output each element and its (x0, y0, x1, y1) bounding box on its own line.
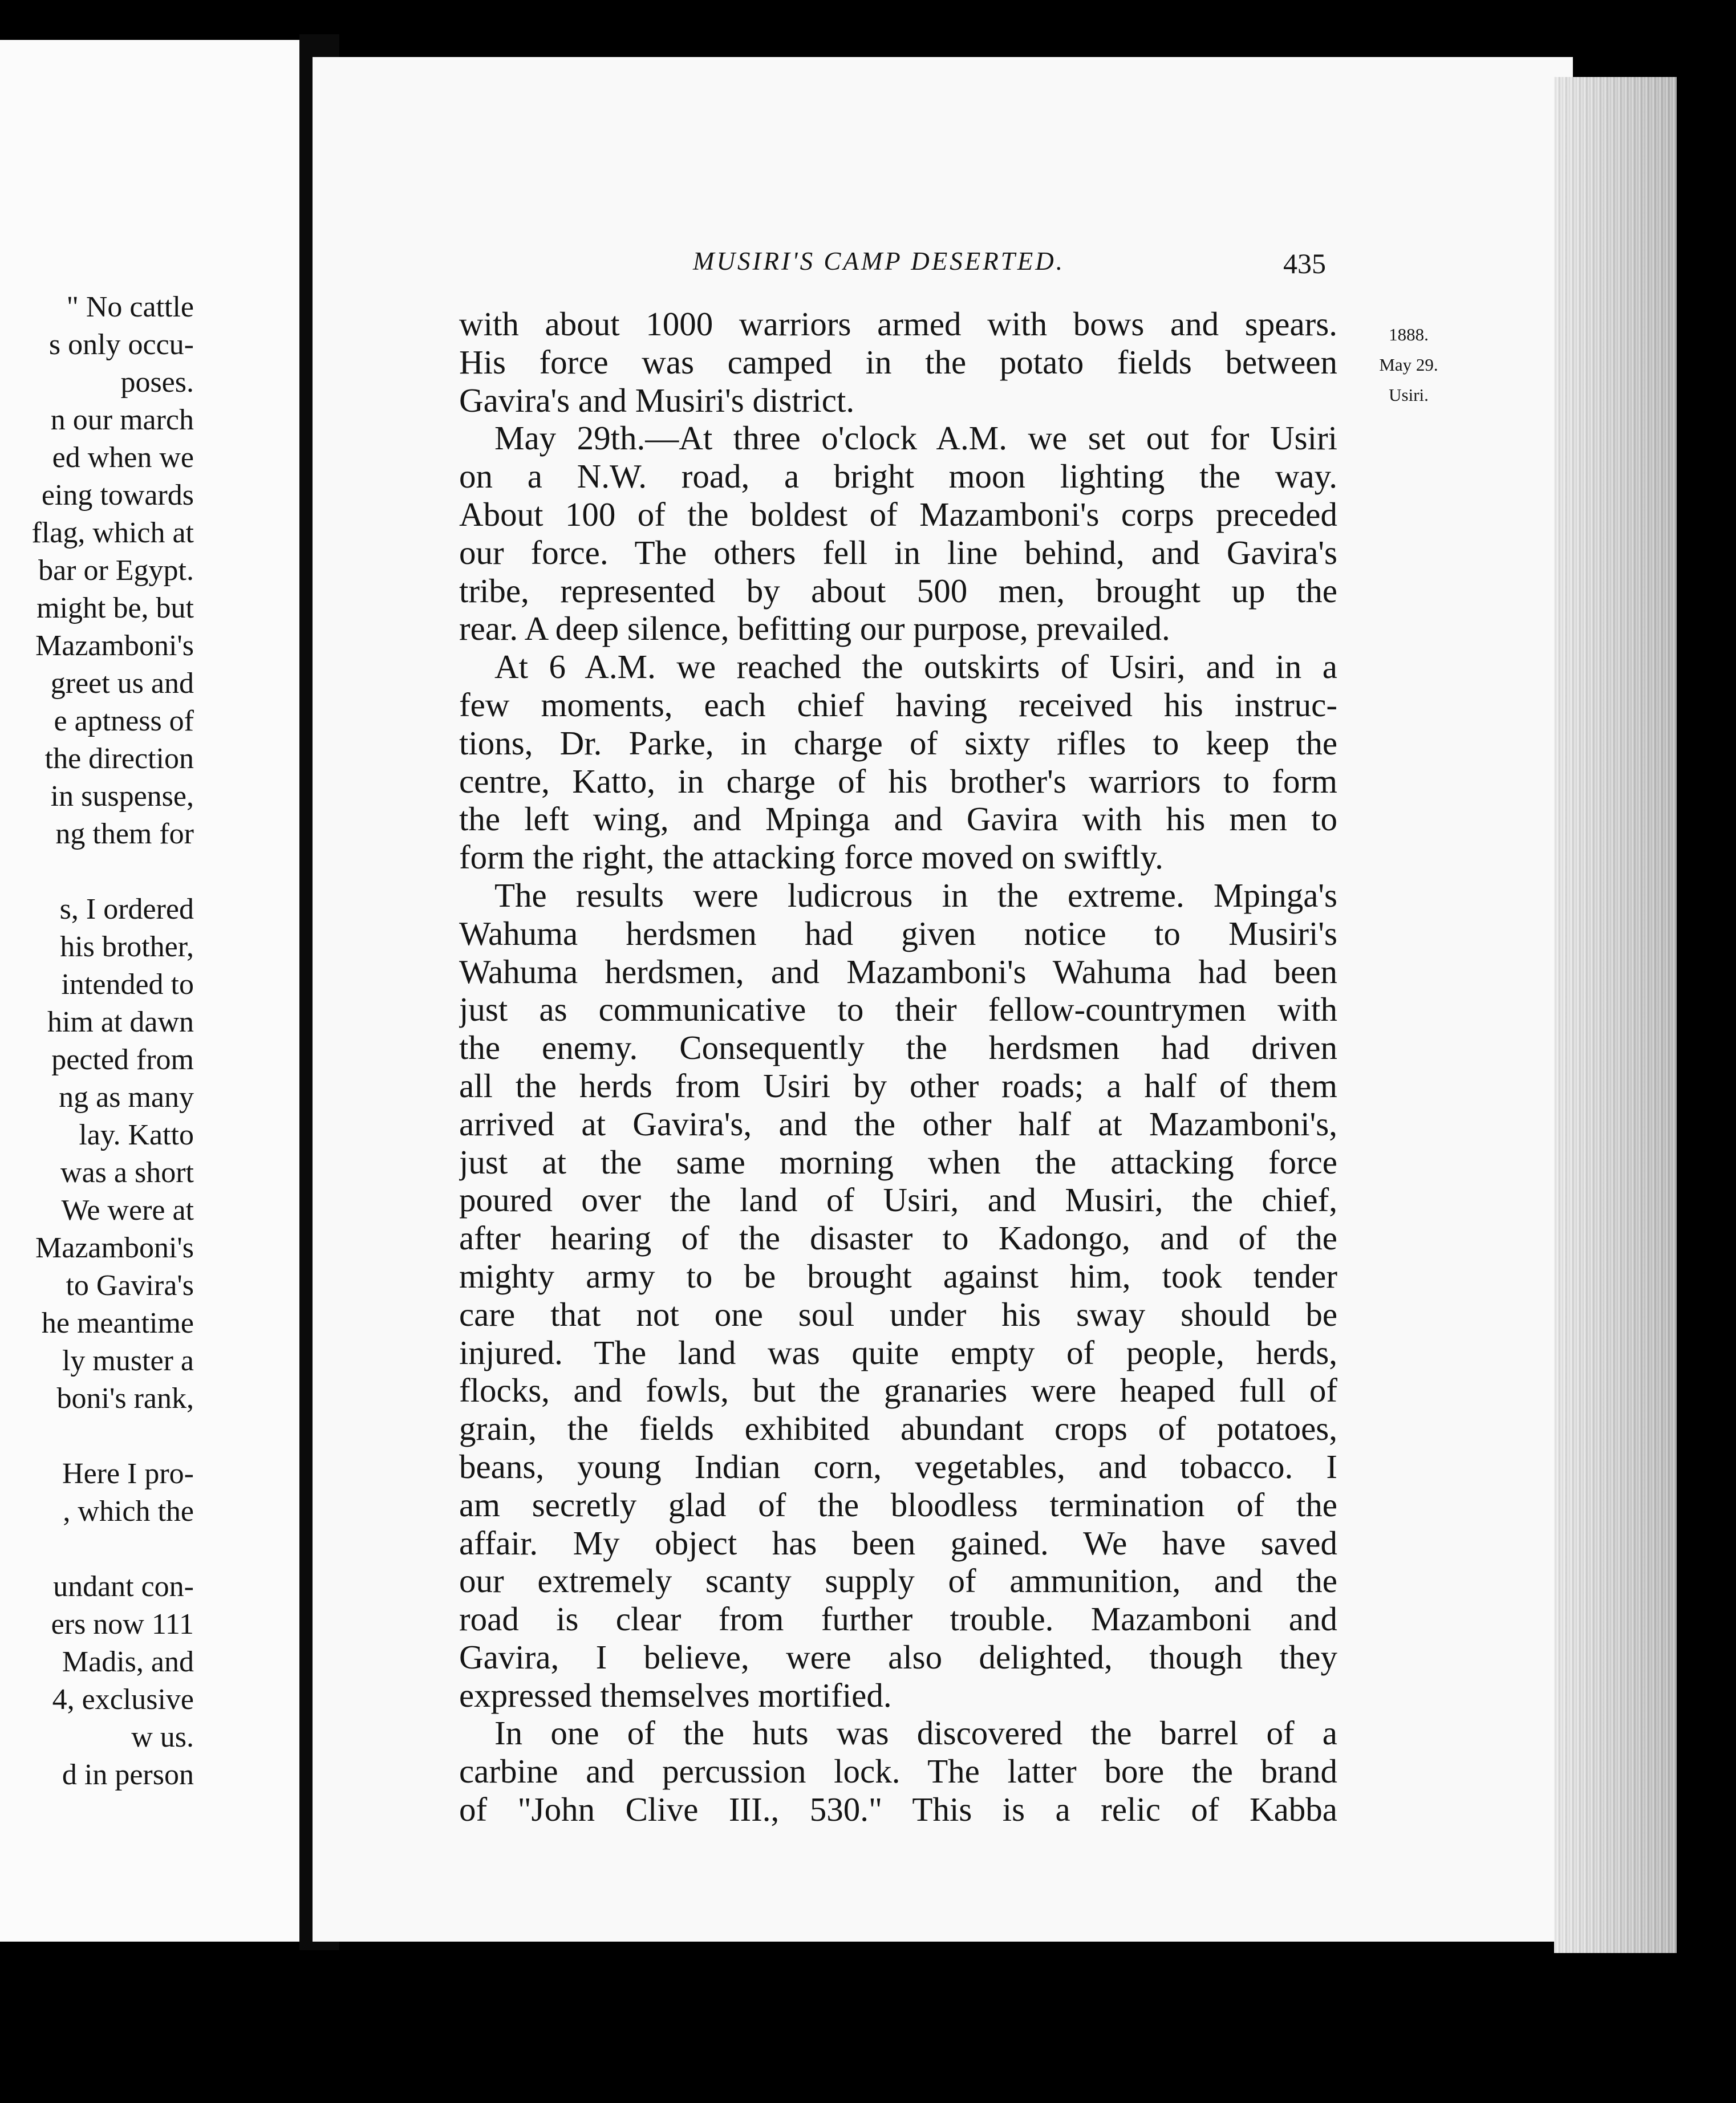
page-edges (1554, 77, 1677, 1953)
text-line (0, 1418, 297, 1455)
text-line: w us. (131, 1721, 194, 1753)
text-line: s, I ordered (59, 893, 194, 925)
text-line: arrived at Gavira's, and the other half at Mazamboni's, (459, 1105, 1337, 1143)
previous-page-text (0, 289, 297, 1794)
text-line: poses. (120, 366, 194, 399)
text-line: was a short (60, 1156, 194, 1189)
page-number: 435 (1283, 247, 1326, 279)
text-line: might be, but (36, 592, 194, 624)
text-line: " No cattle (66, 291, 194, 323)
text-line: Wahuma herdsmen, and Mazamboni's Wahuma had been (459, 952, 1337, 990)
text-line: Mazamboni's (35, 1232, 194, 1264)
text-line: all the herds from Usiri by other roads; a half of them (459, 1066, 1337, 1105)
text-line: flag, which at (31, 517, 194, 549)
text-line: our extremely scanty supply of ammunition, and the (459, 1562, 1337, 1600)
text-line: injured. The land was quite empty of people, herds, (459, 1333, 1337, 1371)
text-line: form the right, the attacking force moved on swiftly. (459, 838, 1163, 876)
text-line: Here I pro- (62, 1458, 194, 1490)
text-line: carbine and percussion lock. The latter bore the brand (459, 1752, 1337, 1791)
text-line: We were at (61, 1194, 194, 1227)
text-line: the direction (44, 742, 194, 775)
body-text (459, 305, 1337, 1829)
text-line: The results were ludicrous in the extreme. Mpinga's (494, 876, 1337, 914)
text-line: of "John Clive III., 530." This is a relic of Kabba (459, 1791, 1337, 1829)
text-line: s only occu- (48, 328, 194, 361)
text-line: rear. A deep silence, befitting our purpose, prevailed. (459, 610, 1170, 648)
text-line: few moments, each chief having received his instruc- (459, 685, 1337, 724)
running-head: MUSIRI'S CAMP DESERTED. (693, 247, 1065, 275)
text-line: the left wing, and Mpinga and Gavira with his men to (459, 800, 1337, 838)
text-line: About 100 of the boldest of Mazamboni's corps preceded (459, 495, 1337, 533)
text-line: bar or Egypt. (38, 554, 194, 587)
text-line: ed when we (52, 441, 194, 474)
text-line: tribe, represented by about 500 men, brought up the (459, 571, 1337, 610)
text-line: intended to (61, 968, 194, 1001)
text-line: poured over the land of Usiri, and Musiri, the chief, (459, 1181, 1337, 1219)
text-line: him at dawn (47, 1006, 194, 1038)
text-line: lay. Katto (79, 1119, 194, 1151)
text-line: undant con- (53, 1570, 194, 1603)
text-line: flocks, and fowls, but the granaries were heaped full of (459, 1371, 1337, 1410)
text-line: In one of the huts was discovered the barrel of a (494, 1714, 1337, 1752)
text-line: expressed themselves mortified. (459, 1676, 892, 1714)
text-line: Mazamboni's (35, 630, 194, 662)
text-line: ng them for (55, 818, 194, 850)
text-line: Madis, and (62, 1646, 194, 1678)
text-line: ers now 111 (51, 1608, 194, 1641)
text-line: , which the (63, 1495, 194, 1528)
text-line: centre, Katto, in charge of his brother's warriors to form (459, 762, 1337, 800)
text-line: grain, the fields exhibited abundant crops of potatoes, (459, 1410, 1337, 1448)
margin-note (1366, 319, 1451, 410)
text-line: Wahuma herdsmen had given notice to Musiri's (459, 914, 1337, 952)
text-line: pected from (51, 1044, 194, 1076)
text-line: Gavira, I believe, were also delighted, though they (459, 1638, 1337, 1676)
text-line: ly muster a (62, 1345, 194, 1377)
text-line: greet us and (50, 667, 194, 700)
text-line: Gavira's and Musiri's district. (459, 381, 855, 419)
text-line: on a N.W. road, a bright moon lighting the way. (459, 457, 1337, 496)
previous-page (0, 40, 299, 1942)
text-line: n our march (50, 404, 194, 436)
text-line: just at the same morning when the attacking force (459, 1143, 1337, 1181)
text-line: our force. The others fell in line behind, and Gavira's (459, 533, 1337, 571)
text-line: he meantime (41, 1307, 194, 1339)
text-line: care that not one soul under his sway should be (459, 1295, 1337, 1333)
text-line: At 6 A.M. we reached the outskirts of Usiri, and in a (494, 648, 1337, 686)
text-line: e aptness of (54, 705, 194, 737)
text-line: beans, young Indian corn, vegetables, and tobacco. I (459, 1447, 1337, 1485)
text-line: affair. My object has been gained. We have saved (459, 1524, 1337, 1562)
text-line: his brother, (60, 931, 194, 963)
text-line: d in person (62, 1759, 194, 1791)
text-line (0, 853, 297, 891)
text-line: with about 1000 warriors armed with bows and spears. (459, 305, 1337, 343)
text-line (0, 1530, 297, 1568)
text-line: just as communicative to their fellow-countrymen with (459, 990, 1337, 1029)
text-line: mighty army to be brought against him, took tender (459, 1257, 1337, 1295)
text-line: in suspense, (50, 780, 194, 813)
text-line: ng as many (59, 1081, 194, 1114)
text-line: boni's rank, (56, 1382, 194, 1415)
margin-note-place: Usiri. (1389, 385, 1429, 405)
text-line: tions, Dr. Parke, in charge of sixty rifles to keep the (459, 724, 1337, 762)
text-line: to Gavira's (66, 1269, 194, 1302)
text-line: am secretly glad of the bloodless termination of the (459, 1485, 1337, 1524)
text-line: road is clear from further trouble. Mazamboni and (459, 1600, 1337, 1638)
text-line: His force was camped in the potato fields between (459, 343, 1337, 381)
margin-note-date: May 29. (1379, 355, 1438, 375)
text-line: 4, exclusive (52, 1683, 194, 1716)
text-line: the enemy. Consequently the herdsmen had driven (459, 1029, 1337, 1067)
text-line: May 29th.—At three o'clock A.M. we set out for Usiri (494, 419, 1337, 457)
margin-note-year: 1888. (1389, 324, 1429, 344)
text-line: after hearing of the disaster to Kadongo, and of the (459, 1219, 1337, 1257)
text-line: eing towards (41, 479, 194, 511)
